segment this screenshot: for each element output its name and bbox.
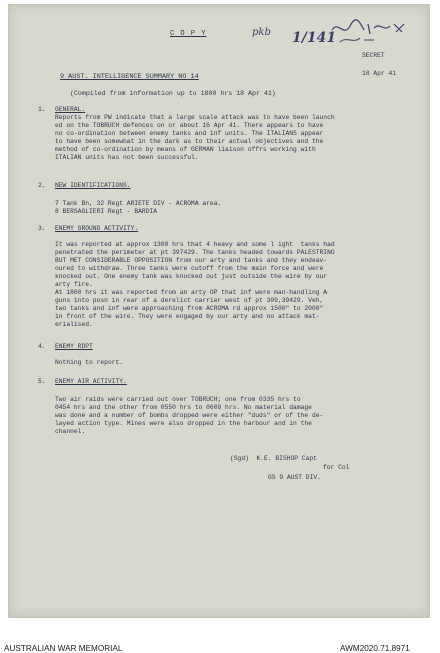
section-number: 1. — [38, 106, 46, 113]
section-heading-general: GENERAL. — [55, 106, 86, 113]
section-line: ed on the TOBRUCH defences on or about 16 Apr 41. There appears to have — [55, 122, 324, 129]
section-line: penetrated the perimeter at pt 397429. The tanks headed towards PALESTRINO — [55, 249, 335, 256]
signature-for: for Col — [323, 464, 350, 471]
section-heading-ground-activity: ENEMY GROUND ACTIVITY. — [55, 225, 139, 232]
compiled-note: (Compiled from information up to 1800 hrs 18 Apr 41) — [70, 90, 276, 97]
section-heading-identifications: NEW IDENTIFICATIONS. — [55, 182, 131, 189]
section-line: 8 BERSAGLIERI Regt - BARDIA — [55, 208, 158, 215]
section-line: method of co-ordination by means of GERMAN liaison offrs working with — [55, 146, 316, 153]
handwritten-reference: 1/141 — [292, 30, 337, 46]
section-heading-air-activity: ENEMY AIR ACTIVITY. — [55, 378, 127, 385]
section-line: to have been somewhat in the dark as to their actual objectives and the — [55, 138, 324, 145]
section-line: two tanks and inf were approaching from ACROMA rd approx 1500" to 2000" — [55, 305, 324, 312]
section-line: guns into posn in rear of a derelict carrier west of pt 309,39429. Veh, — [55, 297, 324, 304]
section-line: At 1800 hrs it was reported from an arty OP that inf were man-handling A — [55, 289, 328, 296]
document-title: 9 AUST. INTELLIGENCE SUMMARY NO 14 — [60, 73, 199, 81]
section-line: ITALIAN units has not been successful. — [55, 154, 199, 161]
section-line: 0454 hrs and the other from 0550 hrs to 0600 hrs. No material damage — [55, 404, 312, 411]
handwritten-note: pkb — [252, 27, 271, 38]
section-line: Reports from PW indicate that a large scale attack was to have been launch — [55, 114, 335, 121]
copy-label: C O P Y — [170, 30, 207, 38]
section-number: 4. — [38, 343, 46, 350]
section-line: layed action type. Mines were also dropped in the harbour and in the — [55, 420, 312, 427]
section-line: BUT MET CONSIDERABLE OPPOSITION from our arty and tanks and they endeav- — [55, 257, 328, 264]
section-line: Two air raids were carried out over TOBRUCH; one from 0335 hrs to — [55, 396, 305, 403]
section-line: Nothing to report. — [55, 359, 124, 366]
section-line: channel. — [55, 428, 86, 435]
section-line: 7 Tank Bn, 32 Regt ARIETE DIV - ACROMA area. — [55, 200, 222, 207]
section-line: in front of the wire. They were engaged by our arty and no attack mat- — [55, 313, 320, 320]
section-number: 3. — [38, 225, 46, 232]
signature-line: (Sgd) K.E. BISHOP Capt — [230, 455, 317, 462]
section-number: 5. — [38, 378, 46, 385]
section-number: 2. — [38, 182, 46, 189]
classification: SECRET — [362, 52, 385, 59]
section-line: arty fire. — [55, 281, 93, 288]
section-line: erialised. — [55, 321, 93, 328]
section-line: knocked out. One enemy tank was knocked out just outside the wire by our — [55, 273, 328, 280]
section-line: was done and a number of bombs dropped were either "duds" or of the de- — [55, 412, 324, 419]
section-line: It was reported at approx 1300 hrs that 4 heavy and some l ight tanks had — [55, 241, 335, 248]
signature-unit: GS 9 AUST DIV. — [268, 474, 321, 481]
footer-accession-number: AWM2020.71.8971 — [340, 644, 410, 653]
section-heading-enemy-rdpt: ENEMY RDPT — [55, 343, 93, 350]
handwritten-scrawl — [330, 18, 410, 52]
section-line: no co-ordination between enemy tanks and inf units. The ITALIANS appear — [55, 130, 324, 137]
section-line: oured to withdraw. Three tanks were cutoff from the main force and were — [55, 265, 324, 272]
document-date: 18 Apr 41 — [362, 70, 397, 77]
footer-institution: AUSTRALIAN WAR MEMORIAL — [4, 644, 123, 653]
